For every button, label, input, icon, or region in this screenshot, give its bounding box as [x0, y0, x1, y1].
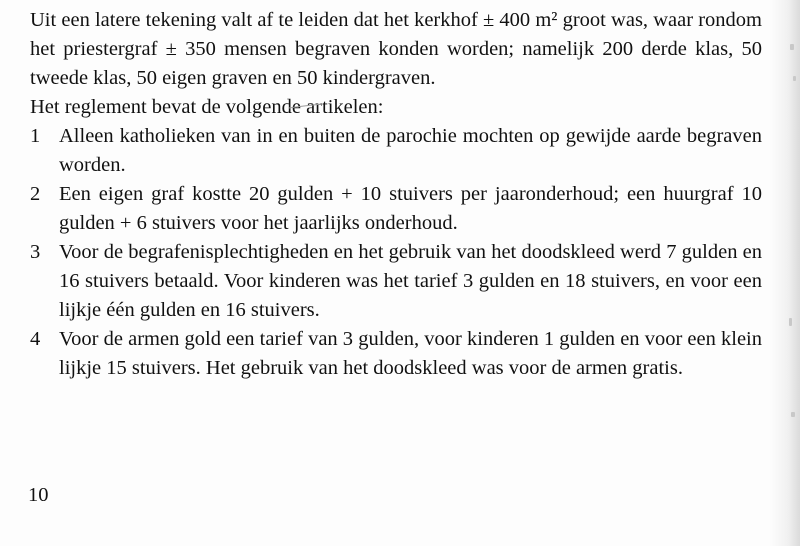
article-number: 4: [30, 328, 41, 350]
article-text: Voor de begrafenisplechtigheden en het gebruik van het doodskleed werd 7 gulden en 16 stuivers betaald. Voor kinderen was het tarief 3 gulden en 18 stuivers, en voor een lijkje één gulden en 16 stuivers.: [59, 241, 762, 321]
article-item: [30, 180, 762, 238]
body-text: [30, 6, 762, 383]
intro-paragraph: Uit een latere tekening valt af te leiden dat het kerkhof ± 400 m² groot was, waar rondom het priestergraf ± 350 mensen begraven konden worden; namelijk 200 derde klas, 50 tweede klas, 50 eigen graven en 50 kindergraven.: [30, 9, 762, 89]
scan-shadow-edge: [770, 0, 800, 546]
article-text: Alleen katholieken van in en buiten de parochie mochten op gewijde aarde begraven worden.: [59, 125, 762, 176]
article-item: [30, 122, 762, 180]
article-number: 2: [30, 183, 41, 205]
scan-speck: [791, 412, 795, 417]
rules-heading: Het reglement bevat de volgende artikelen:: [30, 96, 384, 118]
article-number: 3: [30, 241, 41, 263]
scan-artifact-stroke: [288, 103, 324, 109]
scan-speck: [790, 44, 794, 50]
article-item: [30, 325, 762, 383]
articles-list: [30, 122, 762, 383]
page-number: 10: [28, 484, 49, 506]
article-text: Een eigen graf kostte 20 gulden + 10 stuivers per jaaronderhoud; een huurgraf 10 gulden + 6 stuivers voor het jaarlijks onderhoud.: [59, 183, 762, 234]
article-item: [30, 238, 762, 325]
scan-speck: [793, 76, 796, 81]
scan-speck: [789, 318, 792, 326]
article-text: Voor de armen gold een tarief van 3 gulden, voor kinderen 1 gulden en voor een klein lijkje 15 stuivers. Het gebruik van het doodskleed was voor de armen gratis.: [59, 328, 762, 379]
article-number: 1: [30, 125, 41, 147]
